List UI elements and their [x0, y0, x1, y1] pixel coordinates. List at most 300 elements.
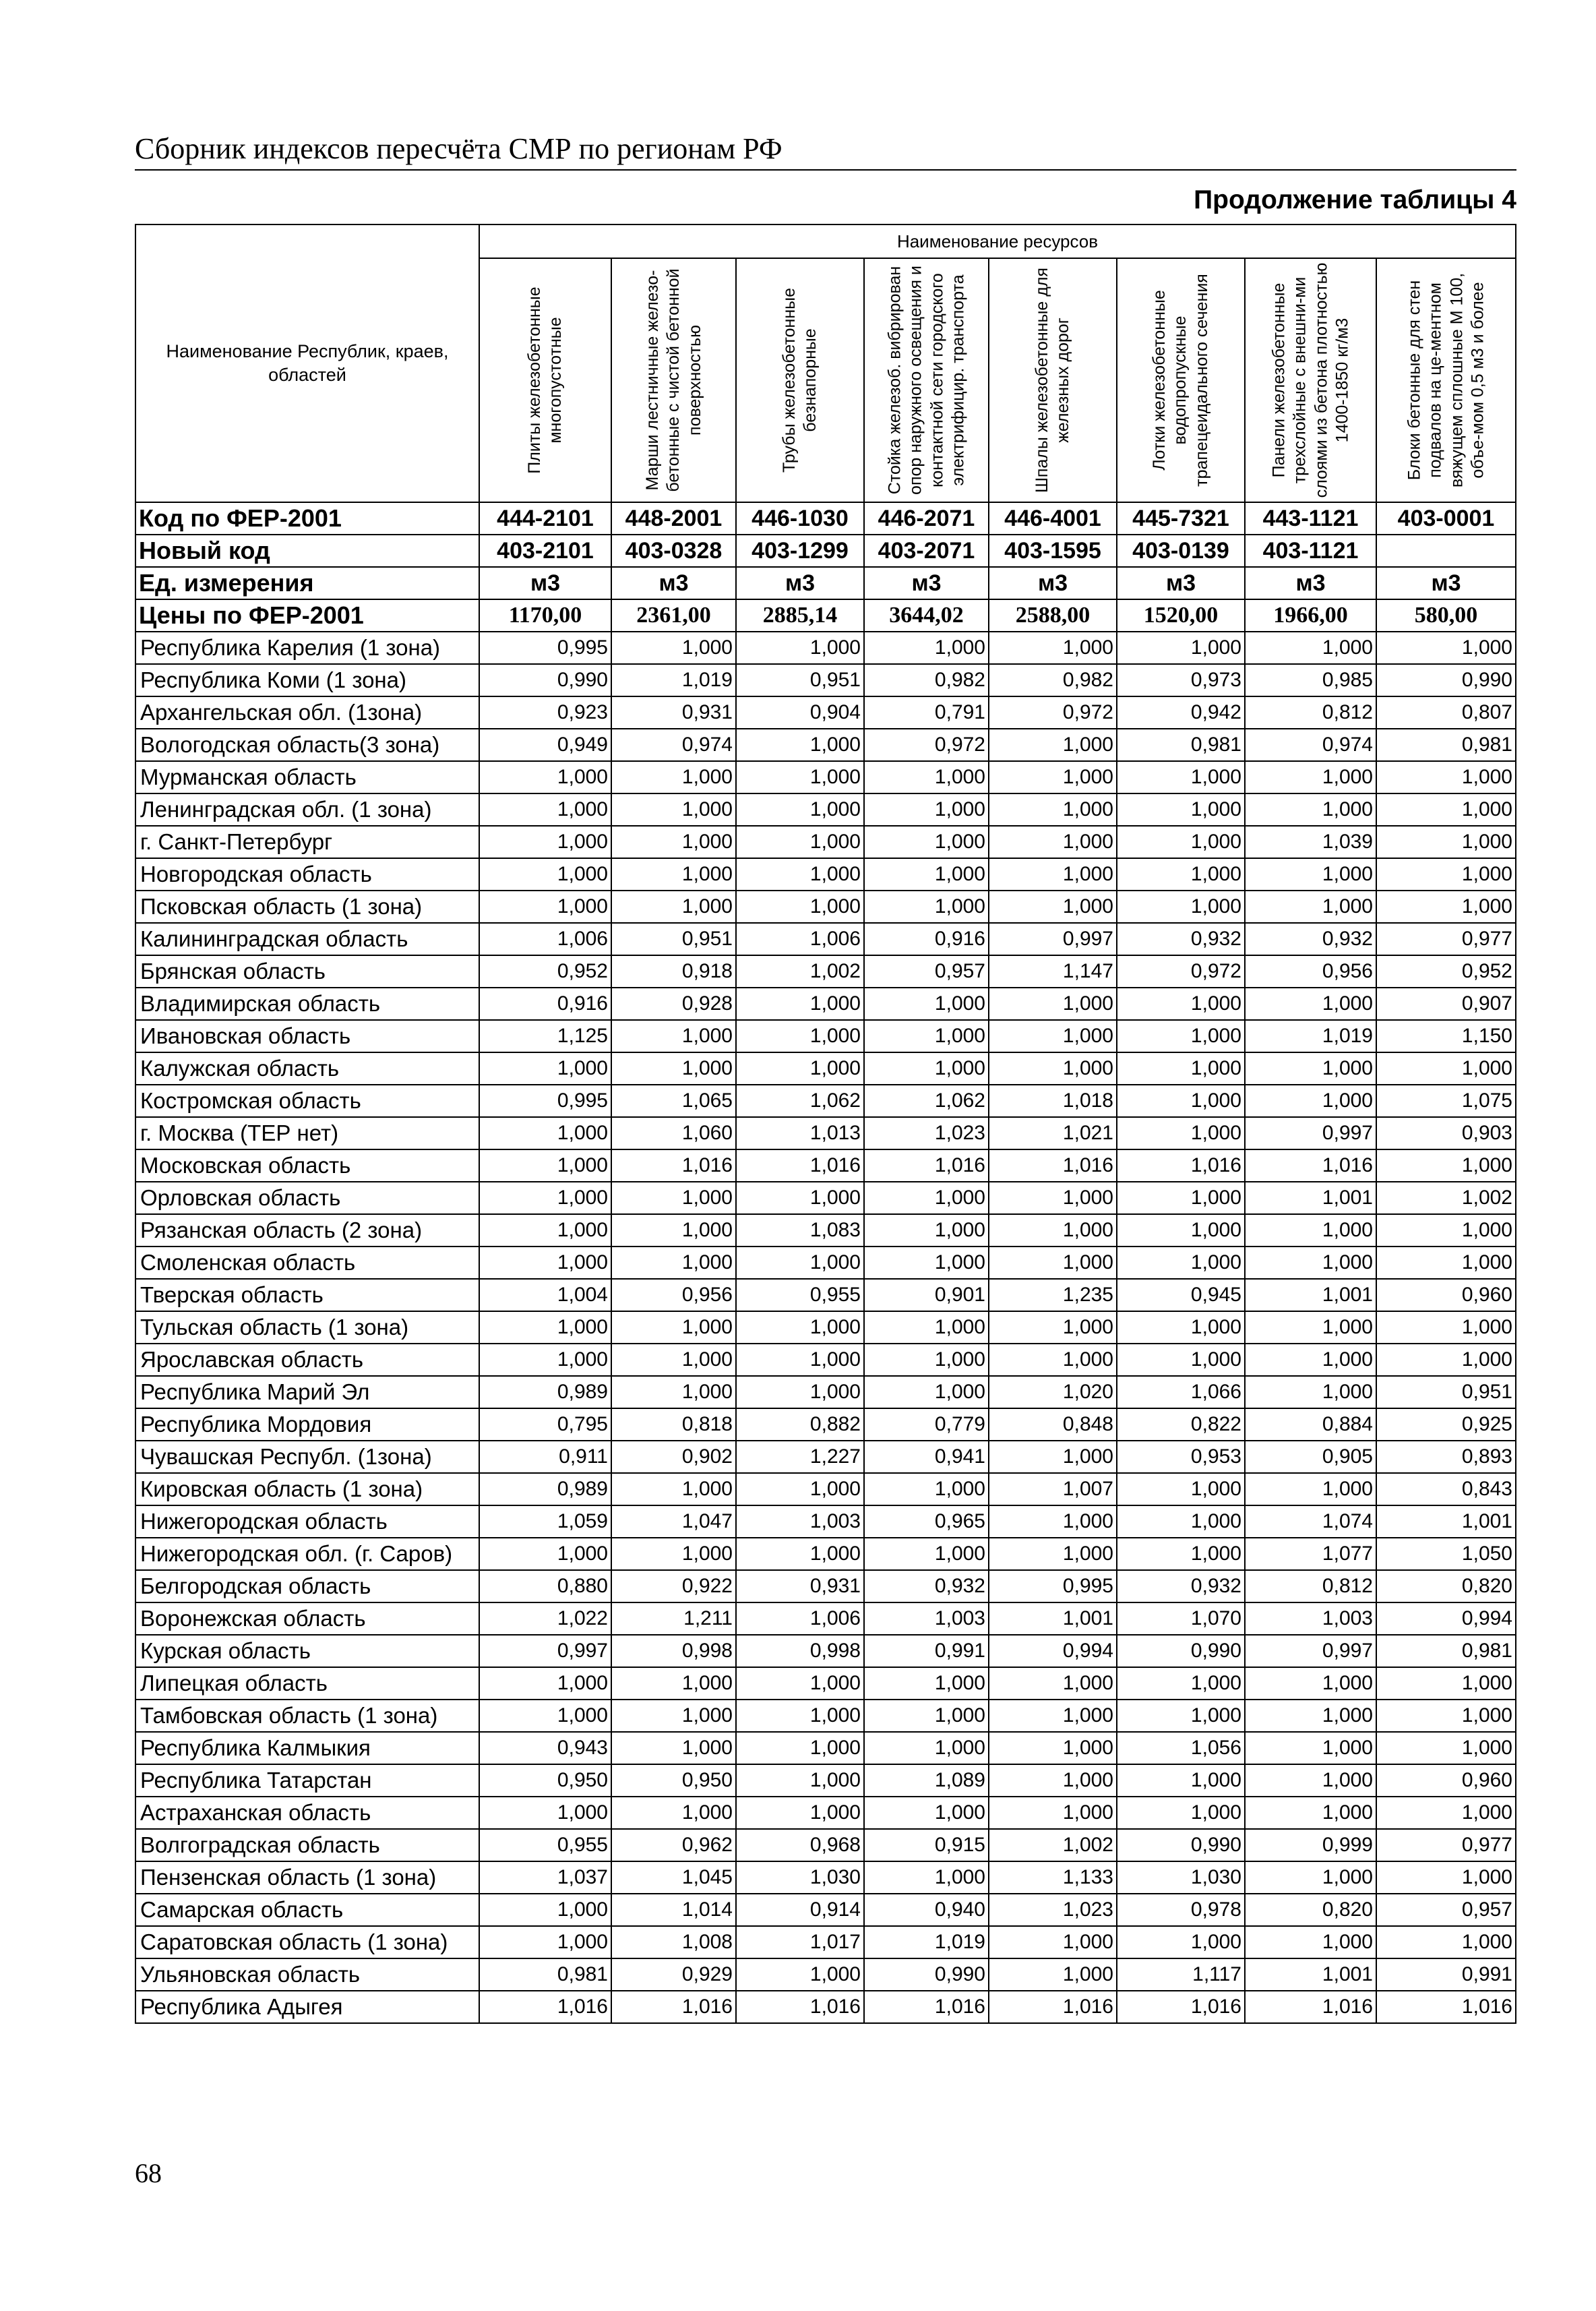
table-cell: 1,030	[736, 1861, 864, 1894]
table-row	[135, 988, 1516, 1020]
table-row	[135, 1117, 1516, 1149]
table-cell: 1,000	[1117, 1926, 1245, 1958]
table-row	[135, 1441, 1516, 1473]
table-cell: 0,916	[864, 923, 989, 955]
table-row	[135, 1635, 1516, 1667]
table-cell: 1,227	[736, 1441, 864, 1473]
table-cell: 1,000	[479, 761, 611, 793]
table-cell: 1,000	[989, 1247, 1117, 1279]
table-cell: 1,016	[864, 1991, 989, 2023]
table-cell: 1,000	[611, 1182, 736, 1214]
table-continuation-title: Продолжение таблицы 4	[1194, 185, 1516, 214]
table-cell: 1,000	[1117, 891, 1245, 923]
table-cell: 1,000	[736, 1020, 864, 1052]
table-cell: 1,000	[479, 826, 611, 858]
table-cell: 1,125	[479, 1020, 611, 1052]
table-row-label: Московская область	[135, 1149, 479, 1182]
table-cell	[1376, 535, 1516, 567]
meta-row-label: Ед. измерения	[135, 567, 479, 599]
table-cell: 0,932	[1117, 1570, 1245, 1602]
table-cell: 403-0139	[1117, 535, 1245, 567]
table-cell: 0,916	[479, 988, 611, 1020]
table-cell: 1,083	[736, 1214, 864, 1247]
column-header-text: Блоки бетонные для стен подвалов на це-ментном вяжущем сплошные М 100, объе-мом 0,5 м3 и более	[1405, 272, 1487, 488]
table-cell: 1,000	[1245, 988, 1376, 1020]
table-cell: 0,932	[1117, 923, 1245, 955]
table-cell: 0,989	[479, 1376, 611, 1408]
table-cell: 1,008	[611, 1926, 736, 1958]
table-cell: м3	[611, 567, 736, 599]
table-cell: 1,000	[736, 761, 864, 793]
table-row-label: Астраханская область	[135, 1797, 479, 1829]
table-cell: 1,062	[736, 1085, 864, 1117]
table-cell: 0,820	[1376, 1570, 1516, 1602]
table-cell: 1,001	[1245, 1182, 1376, 1214]
table-cell: 2885,14	[736, 599, 864, 632]
table-cell: 0,905	[1245, 1441, 1376, 1473]
table-cell: 1,000	[1117, 1667, 1245, 1700]
table-cell: 1,000	[1117, 1247, 1245, 1279]
table-row-label: Пензенская область (1 зона)	[135, 1861, 479, 1894]
table-cell: 1,062	[864, 1085, 989, 1117]
table-cell: 1,000	[864, 1020, 989, 1052]
table-cell: 0,997	[1245, 1635, 1376, 1667]
table-row	[135, 1926, 1516, 1958]
table-cell: 1,000	[1376, 632, 1516, 664]
table-cell: 0,998	[736, 1635, 864, 1667]
table-cell: 1,000	[479, 793, 611, 826]
table-cell: 0,960	[1376, 1279, 1516, 1311]
table-cell: 1,000	[736, 1538, 864, 1570]
table-cell: 1,059	[479, 1505, 611, 1538]
table-cell: 0,981	[1117, 729, 1245, 761]
table-cell: 0,955	[736, 1279, 864, 1311]
table-row-label: Республика Адыгея	[135, 1991, 479, 2023]
table-cell: 0,951	[736, 664, 864, 696]
table-cell: 1,000	[989, 891, 1117, 923]
table-cell: 1,000	[479, 1182, 611, 1214]
table-cell: 1,001	[1245, 1279, 1376, 1311]
table-row	[135, 664, 1516, 696]
table-row	[135, 1182, 1516, 1214]
table-cell: 1,235	[989, 1279, 1117, 1311]
table-cell: 1,070	[1117, 1602, 1245, 1635]
table-cell: 0,951	[1376, 1376, 1516, 1408]
table-cell: 1,000	[1117, 1764, 1245, 1797]
table-cell: 1,000	[736, 1732, 864, 1764]
table-row	[135, 1149, 1516, 1182]
table-cell: 1,000	[1117, 1538, 1245, 1570]
table-cell: 1,016	[1376, 1991, 1516, 2023]
table-cell: 1,000	[989, 1052, 1117, 1085]
table-row-label: Тамбовская область (1 зона)	[135, 1700, 479, 1732]
table-row-label: Ульяновская область	[135, 1958, 479, 1991]
table-row	[135, 826, 1516, 858]
table-cell: 1,000	[1376, 1214, 1516, 1247]
table-row-label: Владимирская область	[135, 988, 479, 1020]
table-cell: 0,962	[611, 1829, 736, 1861]
table-cell: 1,089	[864, 1764, 989, 1797]
table-cell: 0,997	[479, 1635, 611, 1667]
table-row-label: Брянская область	[135, 955, 479, 988]
table-cell: 1,000	[989, 1344, 1117, 1376]
table-cell: 1,147	[989, 955, 1117, 988]
table-cell: 1,000	[1245, 1311, 1376, 1344]
table-cell: 1,000	[1245, 1732, 1376, 1764]
table-cell: 1,056	[1117, 1732, 1245, 1764]
table-row	[135, 1861, 1516, 1894]
table-row	[135, 1829, 1516, 1861]
table-cell: 1,000	[864, 1732, 989, 1764]
table-row	[135, 1311, 1516, 1344]
table-cell: 1,013	[736, 1117, 864, 1149]
table-cell: 1,000	[1376, 1797, 1516, 1829]
table-cell: 0,956	[1245, 955, 1376, 988]
table-cell: 1,000	[736, 858, 864, 891]
table-cell: 1,050	[1376, 1538, 1516, 1570]
table-cell: 1,000	[1117, 1473, 1245, 1505]
header-divider	[135, 169, 1516, 171]
table-cell: 1,001	[1376, 1505, 1516, 1538]
table-row	[135, 1764, 1516, 1797]
column-header	[864, 258, 989, 502]
table-cell: 1,000	[1117, 793, 1245, 826]
region-column-header: Наименование Республик, краев, областей	[135, 224, 479, 502]
table-row	[135, 1797, 1516, 1829]
table-cell: 1,000	[736, 1376, 864, 1408]
table-cell: 1,000	[989, 826, 1117, 858]
table-cell: 1,000	[864, 988, 989, 1020]
table-cell: 1,045	[611, 1861, 736, 1894]
table-cell: 1,000	[864, 632, 989, 664]
table-cell: 1,000	[1117, 1700, 1245, 1732]
table-cell: м3	[864, 567, 989, 599]
table-cell: 0,985	[1245, 664, 1376, 696]
table-cell: 0,929	[611, 1958, 736, 1991]
table-cell: 1,000	[1376, 1344, 1516, 1376]
table-cell: 1,000	[1245, 1861, 1376, 1894]
table-cell: 1,047	[611, 1505, 736, 1538]
table-row-label: Калининградская область	[135, 923, 479, 955]
table-cell: 0,990	[1117, 1635, 1245, 1667]
table-cell: 1,000	[479, 1700, 611, 1732]
table-cell: 1,000	[1245, 1667, 1376, 1700]
table-cell: 1,001	[1245, 1958, 1376, 1991]
table-cell: 1,000	[1376, 1861, 1516, 1894]
table-cell: 580,00	[1376, 599, 1516, 632]
table-cell: 1,000	[989, 1441, 1117, 1473]
table-row-label: Белгородская область	[135, 1570, 479, 1602]
table-row	[135, 1473, 1516, 1505]
table-cell: 1,017	[736, 1926, 864, 1958]
table-cell: 1,000	[989, 1538, 1117, 1570]
table-cell: 1,016	[1245, 1991, 1376, 2023]
table-cell: 1,000	[479, 1538, 611, 1570]
table-cell: 1,000	[864, 1667, 989, 1700]
table-cell: 1,000	[1117, 1020, 1245, 1052]
table-row	[135, 632, 1516, 664]
table-cell: 1,117	[1117, 1958, 1245, 1991]
table-cell: 1,023	[989, 1894, 1117, 1926]
table-cell: 0,884	[1245, 1408, 1376, 1441]
table-cell: 1,000	[1376, 1700, 1516, 1732]
table-cell: 1,016	[479, 1991, 611, 2023]
meta-row	[135, 567, 1516, 599]
table-cell: 1,000	[989, 1182, 1117, 1214]
table-cell: 1,000	[479, 1149, 611, 1182]
table-cell: 1,000	[1376, 1052, 1516, 1085]
table-cell: 1,000	[989, 1505, 1117, 1538]
table-cell: 1,000	[989, 1311, 1117, 1344]
table-cell: 1,000	[1245, 858, 1376, 891]
table-cell: 1,000	[1117, 826, 1245, 858]
table-row-label: Саратовская область (1 зона)	[135, 1926, 479, 1958]
table-cell: 1,000	[864, 1247, 989, 1279]
table-cell: 1,000	[736, 729, 864, 761]
table-cell: 403-2101	[479, 535, 611, 567]
table-cell: 403-1121	[1245, 535, 1376, 567]
table-cell: 1,000	[611, 632, 736, 664]
table-cell: 1520,00	[1117, 599, 1245, 632]
table-cell: 3644,02	[864, 599, 989, 632]
table-cell: 0,990	[479, 664, 611, 696]
table-cell: 403-1299	[736, 535, 864, 567]
table-cell: 1,000	[479, 1117, 611, 1149]
table-row-label: г. Москва (ТЕР нет)	[135, 1117, 479, 1149]
table-cell: 1,000	[989, 1667, 1117, 1700]
page-header-title: Сборник индексов пересчёта СМР по регионам РФ	[135, 132, 782, 165]
table-cell: 0,949	[479, 729, 611, 761]
table-cell: 1,000	[611, 1247, 736, 1279]
table-cell: 0,791	[864, 696, 989, 729]
table-cell: 0,914	[736, 1894, 864, 1926]
table-cell: 1,000	[864, 826, 989, 858]
table-cell: 1,016	[736, 1991, 864, 2023]
table-row-label: Калужская область	[135, 1052, 479, 1085]
column-header-text: Стойка железоб. вибрирован опор наружного освещения и контактной сети городского электрифицир. транспорта	[885, 266, 967, 495]
table-cell: 1,150	[1376, 1020, 1516, 1052]
table-cell: 1,000	[1117, 1052, 1245, 1085]
table-cell: 1,002	[1376, 1182, 1516, 1214]
table-row-label: Орловская область	[135, 1182, 479, 1214]
table-cell: 1,003	[736, 1505, 864, 1538]
table-cell: м3	[1245, 567, 1376, 599]
table-row	[135, 1408, 1516, 1441]
table-cell: 1,000	[989, 858, 1117, 891]
table-cell: 1,004	[479, 1279, 611, 1311]
table-cell: 1,000	[1245, 891, 1376, 923]
table-cell: 0,981	[479, 1958, 611, 1991]
table-row-label: Тверская область	[135, 1279, 479, 1311]
table-cell: 0,820	[1245, 1894, 1376, 1926]
table-cell: 1,000	[736, 1764, 864, 1797]
table-cell: 1,016	[1117, 1991, 1245, 2023]
table-cell: 1,000	[1245, 761, 1376, 793]
table-cell: 1,000	[736, 1958, 864, 1991]
table-cell: 1,000	[1245, 1376, 1376, 1408]
table-cell: 1,133	[989, 1861, 1117, 1894]
table-cell: 0,994	[1376, 1602, 1516, 1635]
table-row	[135, 1991, 1516, 2023]
table-cell: 1,006	[736, 1602, 864, 1635]
table-cell: 0,977	[1376, 923, 1516, 955]
table-cell: 1,000	[611, 858, 736, 891]
table-row	[135, 1505, 1516, 1538]
table-cell: 1,000	[611, 1797, 736, 1829]
table-cell: 446-2071	[864, 502, 989, 535]
table-cell: 403-0001	[1376, 502, 1516, 535]
table-cell: 1,000	[864, 1311, 989, 1344]
table-row-label: Волгоградская область	[135, 1829, 479, 1861]
table-cell: 0,911	[479, 1441, 611, 1473]
table-cell: 1,000	[479, 1926, 611, 1958]
table-cell: 1,000	[989, 1764, 1117, 1797]
table-cell: 1,000	[736, 1247, 864, 1279]
table-cell: 1,002	[736, 955, 864, 988]
table-cell: 1,000	[611, 1732, 736, 1764]
table-cell: 1,000	[1117, 1797, 1245, 1829]
table-cell: 1,000	[1376, 1732, 1516, 1764]
table-cell: 0,950	[479, 1764, 611, 1797]
table-cell: 1,000	[989, 1020, 1117, 1052]
table-cell: м3	[479, 567, 611, 599]
table-cell: 445-7321	[1117, 502, 1245, 535]
table-cell: 1,018	[989, 1085, 1117, 1117]
table-cell: 1,000	[1245, 1214, 1376, 1247]
table-cell: 0,928	[611, 988, 736, 1020]
table-row	[135, 1602, 1516, 1635]
table-cell: 0,952	[1376, 955, 1516, 988]
table-cell: 0,953	[1117, 1441, 1245, 1473]
table-cell: 1,000	[1376, 891, 1516, 923]
table-cell: 403-2071	[864, 535, 989, 567]
table-cell: 0,931	[611, 696, 736, 729]
table-row	[135, 955, 1516, 988]
table-cell: 1,000	[479, 1052, 611, 1085]
table-row	[135, 923, 1516, 955]
table-cell: 0,903	[1376, 1117, 1516, 1149]
table-cell: 1,000	[1117, 1311, 1245, 1344]
table-cell: 1,000	[1245, 1052, 1376, 1085]
table-cell: 0,818	[611, 1408, 736, 1441]
table-cell: 1,016	[1245, 1149, 1376, 1182]
table-cell: 1,000	[1376, 1247, 1516, 1279]
table-cell: 1,000	[989, 1732, 1117, 1764]
table-cell: 1,014	[611, 1894, 736, 1926]
table-cell: 1,039	[1245, 826, 1376, 858]
table-row	[135, 1052, 1516, 1085]
table-row-label: Ленинградская обл. (1 зона)	[135, 793, 479, 826]
table-cell: 1,000	[479, 1247, 611, 1279]
table-cell: 0,965	[864, 1505, 989, 1538]
table-cell: м3	[736, 567, 864, 599]
table-cell: 1,037	[479, 1861, 611, 1894]
table-cell: 1,002	[989, 1829, 1117, 1861]
table-cell: 1,000	[1117, 988, 1245, 1020]
column-header-text: Панели железобетонные трехслойные с внешни-ми слоями из бетона плотностью 1400-1850 кг/м3	[1269, 262, 1351, 498]
table-row-label: Республика Мордовия	[135, 1408, 479, 1441]
meta-row	[135, 502, 1516, 535]
table-cell: 0,995	[479, 1085, 611, 1117]
table-cell: 0,981	[1376, 729, 1516, 761]
table-cell: 0,957	[1376, 1894, 1516, 1926]
table-cell: 0,995	[989, 1570, 1117, 1602]
table-row	[135, 891, 1516, 923]
table-cell: м3	[1117, 567, 1245, 599]
meta-row-label: Новый код	[135, 535, 479, 567]
table-cell: 1,000	[479, 891, 611, 923]
table-cell: 1,065	[611, 1085, 736, 1117]
column-header	[479, 258, 611, 502]
table-cell: 1,000	[864, 761, 989, 793]
table-row-label: Кировская область (1 зона)	[135, 1473, 479, 1505]
table-cell: 0,931	[736, 1570, 864, 1602]
table-cell: 1,020	[989, 1376, 1117, 1408]
table-cell: 1,000	[736, 988, 864, 1020]
table-cell: 1,000	[736, 793, 864, 826]
table-row-label: Республика Коми (1 зона)	[135, 664, 479, 696]
table-row	[135, 1214, 1516, 1247]
table-cell: 0,968	[736, 1829, 864, 1861]
table-cell: 0,848	[989, 1408, 1117, 1441]
table-row-label: Рязанская область (2 зона)	[135, 1214, 479, 1247]
table-row-label: Самарская область	[135, 1894, 479, 1926]
table-cell: 403-1595	[989, 535, 1117, 567]
index-table	[135, 224, 1516, 2024]
table-cell: 1,000	[864, 1214, 989, 1247]
table-cell: 1,000	[1117, 632, 1245, 664]
table-cell: 1,000	[864, 858, 989, 891]
table-cell: 0,918	[611, 955, 736, 988]
table-cell: 1,019	[1245, 1020, 1376, 1052]
table-cell: 1,000	[864, 1182, 989, 1214]
table-row	[135, 1538, 1516, 1570]
table-cell: 1,000	[736, 1700, 864, 1732]
table-cell: 443-1121	[1245, 502, 1376, 535]
table-cell: 0,902	[611, 1441, 736, 1473]
table-cell: 1,003	[864, 1602, 989, 1635]
table-cell: 0,977	[1376, 1829, 1516, 1861]
table-cell: 0,907	[1376, 988, 1516, 1020]
table-row-label: г. Санкт-Петербург	[135, 826, 479, 858]
table-row-label: Ивановская область	[135, 1020, 479, 1052]
table-cell: 1,000	[1245, 1700, 1376, 1732]
table-cell: 0,904	[736, 696, 864, 729]
table-row-label: Мурманская область	[135, 761, 479, 793]
table-cell: м3	[1376, 567, 1516, 599]
table-cell: 0,974	[1245, 729, 1376, 761]
table-cell: 0,932	[1245, 923, 1376, 955]
table-row	[135, 1732, 1516, 1764]
table-row-label: Республика Марий Эл	[135, 1376, 479, 1408]
table-cell: 1,006	[736, 923, 864, 955]
table-cell: 1,000	[736, 1344, 864, 1376]
table-cell: 1,000	[736, 826, 864, 858]
table-row-label: Костромская область	[135, 1085, 479, 1117]
table-cell: 1,000	[736, 1182, 864, 1214]
table-cell: 0,981	[1376, 1635, 1516, 1667]
table-cell: 0,812	[1245, 696, 1376, 729]
table-cell: 1,000	[736, 1797, 864, 1829]
table-cell: 1,019	[611, 664, 736, 696]
table-cell: 0,991	[1376, 1958, 1516, 1991]
table-cell: 1,000	[611, 1700, 736, 1732]
table-row-label: Архангельская обл. (1зона)	[135, 696, 479, 729]
table-cell: 1,000	[864, 1052, 989, 1085]
table-cell: 0,795	[479, 1408, 611, 1441]
table-cell: 1,000	[989, 632, 1117, 664]
table-cell: 0,998	[611, 1635, 736, 1667]
